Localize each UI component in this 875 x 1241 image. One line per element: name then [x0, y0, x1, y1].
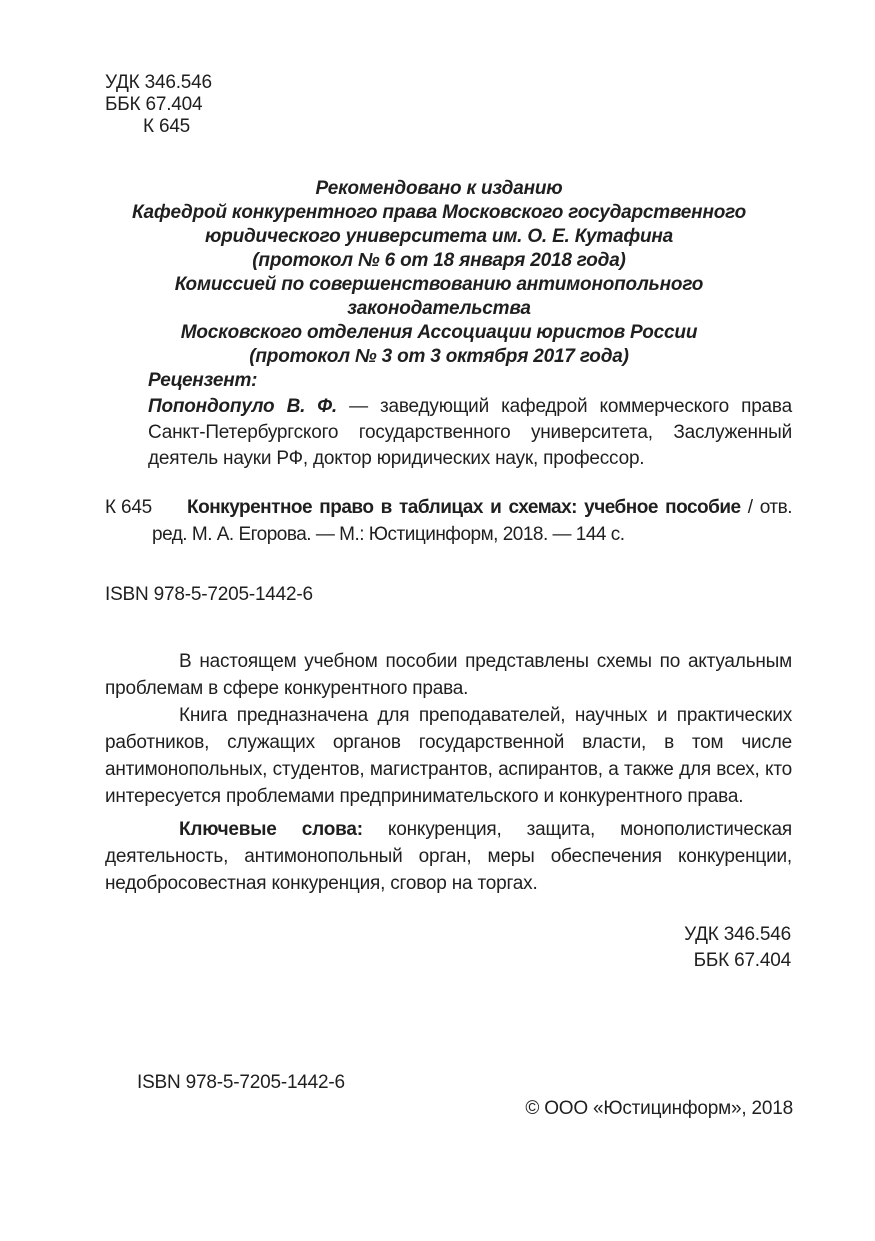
keywords-text: конкуренция, защита, монополистическая деятельность, антимонопольный орган, меры обеспечения конкуренции, недобросовестная конкуренция, сговор на торгах. [105, 819, 792, 894]
reviewer-description: — заведующий кафедрой коммерческого права Санкт-Петербургского государственного университета, Заслуженный деятель науки РФ, доктор юридических наук, профессор. [148, 396, 792, 469]
udk-code: УДК 346.546 [105, 72, 212, 93]
recommendation-line: (протокол № 3 от 3 октября 2017 года) [249, 346, 629, 367]
recommendation-statement [94, 177, 784, 369]
annotation-paragraph-1: В настоящем учебном пособии представлены схемы по актуальным проблемам в сфере конкурентного права. [105, 651, 792, 699]
recommendation-line: (протокол № 6 от 18 января 2018 года) [252, 250, 626, 271]
book-title: Конкурентное право в таблицах и схемах: учебное пособие [187, 497, 741, 518]
bibliographic-entry [105, 494, 792, 548]
bbk-code: ББК 67.404 [105, 94, 203, 115]
reviewer-section [148, 368, 792, 472]
reviewer-entry [148, 394, 792, 472]
isbn-number-bottom: ISBN 978-5-7205-1442-6 [137, 1072, 345, 1093]
catalog-letter-code: К 645 [143, 116, 191, 137]
recommendation-line: юридического университета им. О. Е. Кутафина [204, 226, 674, 247]
annotation-paragraph-2: Книга предназначена для преподавателей, научных и практических работников, служащих органов государственной власти, в том числе антимонопольных, студентов, магистрантов, аспирантов, а также для всех, кто интересуется проблемами предпринимательского и конкурентного права. [105, 705, 792, 807]
recommendation-line: Комиссией по совершенствованию антимонопольного законодательства [174, 274, 704, 319]
bibliographic-details: / отв. ред. М. А. Егорова. — М.: Юстицинформ, 2018. — 144 с. [152, 497, 792, 545]
copyright-notice: © ООО «Юстицинформ», 2018 [525, 1098, 793, 1119]
bbk-code-footer: ББК 67.404 [693, 950, 791, 971]
catalog-code: К 645 [105, 497, 153, 518]
reviewer-label: Рецензент: [148, 370, 258, 391]
isbn-number-top: ISBN 978-5-7205-1442-6 [105, 584, 313, 605]
bibliographic-description [105, 494, 792, 548]
udk-code-footer: УДК 346.546 [684, 924, 791, 945]
footer-classification-codes [105, 922, 791, 974]
recommendation-line: Кафедрой конкурентного права Московского государственного [132, 202, 746, 223]
reviewer-name: Попондопуло В. Ф. [148, 396, 337, 417]
keywords-label: Ключевые слова: [179, 819, 363, 840]
recommendation-line: Рекомендовано к изданию [315, 178, 563, 199]
keywords-section [105, 816, 792, 897]
recommendation-line: Московского отделения Ассоциации юристов России [180, 322, 698, 343]
header-classification-codes [105, 72, 212, 138]
annotation-section [105, 648, 792, 810]
